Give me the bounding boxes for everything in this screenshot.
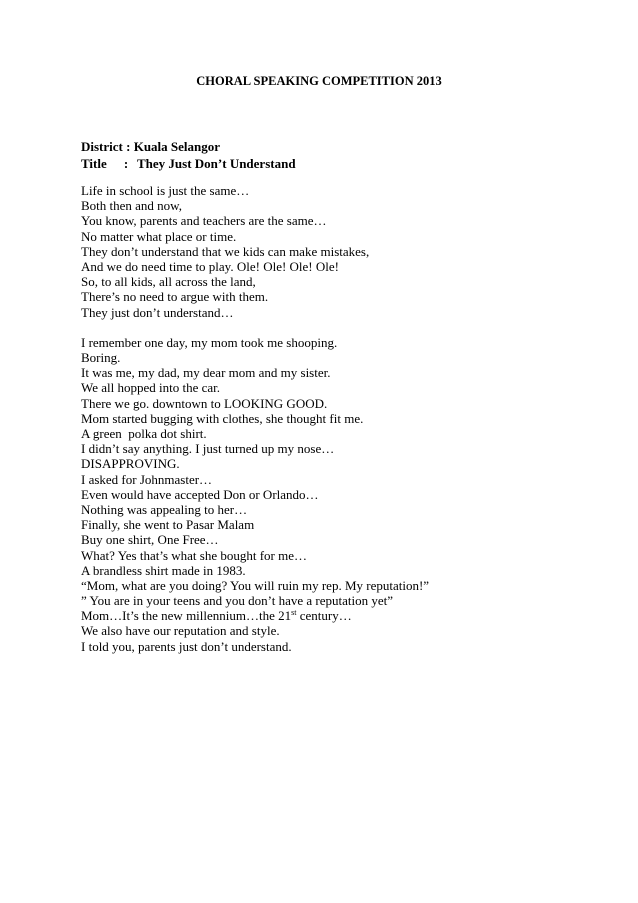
poem-line: Finally, she went to Pasar Malam xyxy=(81,517,255,533)
stanza-2 xyxy=(81,335,429,608)
poem-line: DISAPPROVING. xyxy=(81,456,180,472)
title-label: Title xyxy=(81,156,107,171)
poem-line: I remember one day, my mom took me shooping. xyxy=(81,334,338,350)
title-value: They Just Don’t Understand xyxy=(137,156,296,171)
stanza-1 xyxy=(81,183,429,320)
poem-line: A brandless shirt made in 1983. xyxy=(81,562,246,578)
poem-line: And we do need time to play. Ole! Ole! Ole! Ole! xyxy=(81,258,339,274)
title-row xyxy=(81,155,296,172)
poem-line: You know, parents and teachers are the same… xyxy=(81,213,327,229)
poem-line: Both then and now, xyxy=(81,198,182,214)
poem-line: “Mom, what are you doing? You will ruin my rep. My reputation!” xyxy=(81,577,430,593)
stanza-gap xyxy=(81,320,429,335)
poem-line: They just don’t understand… xyxy=(81,304,234,320)
poem-line: They don’t understand that we kids can make mistakes, xyxy=(81,243,370,259)
document-meta xyxy=(81,138,296,172)
poem-line: What? Yes that’s what she bought for me… xyxy=(81,547,308,563)
ordinal-superscript: st xyxy=(291,608,297,618)
poem-line: I didn’t say anything. I just turned up my nose… xyxy=(81,441,335,457)
stanza-2-end xyxy=(81,623,429,653)
poem-line: No matter what place or time. xyxy=(81,228,237,244)
poem-line: I told you, parents just don’t understand. xyxy=(81,638,292,654)
poem-line: A green polka dot shirt. xyxy=(81,426,207,441)
millennium-text-before: Mom…It’s the new millennium…the 21 xyxy=(81,608,292,624)
document-title: CHORAL SPEAKING COMPETITION 2013 xyxy=(196,74,442,88)
poem-line-millennium xyxy=(81,608,429,623)
poem-body xyxy=(81,183,429,654)
poem-line: Even would have accepted Don or Orlando… xyxy=(81,486,319,502)
district-row: District : Kuala Selangor xyxy=(81,139,221,154)
poem-line: We also have our reputation and style. xyxy=(81,623,280,639)
poem-line: So, to all kids, all across the land, xyxy=(81,274,256,290)
poem-line: ” You are in your teens and you don’t have a reputation yet” xyxy=(81,593,394,609)
poem-line: There we go. downtown to LOOKING GOOD. xyxy=(81,395,328,411)
poem-line: Life in school is just the same… xyxy=(81,183,250,198)
district-label: District xyxy=(81,139,123,154)
millennium-text-after: century… xyxy=(296,608,352,624)
poem-line: It was me, my dad, my dear mom and my sister. xyxy=(81,365,331,381)
poem-line: There’s no need to argue with them. xyxy=(81,289,269,305)
poem-line: We all hopped into the car. xyxy=(81,380,221,396)
poem-line: Mom started bugging with clothes, she thought fit me. xyxy=(81,410,364,426)
title-separator: : xyxy=(123,156,129,171)
poem-line: Nothing was appealing to her… xyxy=(81,501,248,517)
poem-line: I asked for Johnmaster… xyxy=(81,471,213,487)
poem-line: Buy one shirt, One Free… xyxy=(81,532,219,548)
district-value: Kuala Selangor xyxy=(133,139,221,154)
poem-line: Boring. xyxy=(81,350,121,366)
